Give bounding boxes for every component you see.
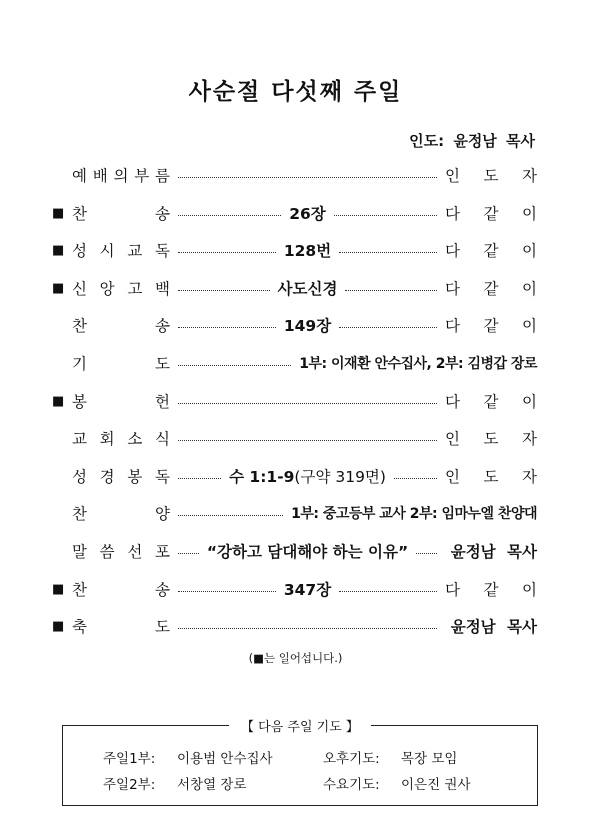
worship-item-label [72, 390, 170, 412]
label-char: 찬 [72, 317, 87, 335]
worship-responsible [445, 427, 537, 449]
worship-leader: 인도: 윤정남 목사 [409, 132, 535, 150]
stand-marker: ■ [52, 242, 65, 258]
label-char: 헌 [155, 393, 170, 411]
responsible-char: 인 [445, 468, 460, 486]
responsible-char: 다 [445, 205, 460, 223]
label-char: 식 [155, 430, 170, 448]
worship-responsible [445, 202, 537, 224]
responsible-char: 같 [483, 317, 499, 335]
label-char: 고 [127, 280, 143, 298]
dot-leader [178, 365, 291, 366]
dot-leader [339, 591, 437, 592]
label-char: 양 [155, 505, 170, 523]
dot-leader [178, 440, 437, 441]
stand-marker: ■ [52, 205, 65, 221]
next-week-prayer-box [62, 720, 538, 806]
label-char: 름 [155, 167, 170, 185]
worship-item-label [72, 277, 170, 299]
responsible-char: 다 [445, 393, 460, 411]
dot-leader [178, 403, 437, 404]
worship-responsible [445, 239, 537, 261]
detail-main: 128번 [283, 242, 332, 260]
responsible-char: 이 [522, 317, 537, 335]
worship-responsible: 윤정남 목사 [450, 618, 537, 636]
dot-leader [394, 478, 437, 479]
responsible-char: 인 [445, 167, 460, 185]
worship-item-label [72, 578, 170, 600]
detail-extra: (구약 319면) [294, 468, 386, 486]
dot-leader [178, 290, 270, 291]
worship-row [52, 312, 537, 338]
worship-responsible [445, 390, 537, 412]
responsible-char: 같 [483, 581, 499, 599]
responsible-char: 같 [483, 280, 499, 298]
responsible-char: 다 [445, 242, 460, 260]
dot-leader [178, 177, 437, 178]
dot-leader [178, 215, 281, 216]
dot-leader [178, 327, 276, 328]
worship-row [52, 237, 537, 263]
label-char: 배 [92, 167, 108, 185]
worship-responsible [445, 314, 537, 336]
responsible-char: 이 [522, 581, 537, 599]
label-char: 성 [72, 468, 87, 486]
dot-leader [339, 252, 437, 253]
label-char: 백 [155, 280, 170, 298]
dot-leader [345, 290, 437, 291]
worship-responsible: 1부: 중고등부 교사 2부: 임마누엘 찬양대 [291, 506, 537, 522]
page-title: 사순절 다섯째 주일 [188, 79, 403, 105]
label-char: 축 [72, 618, 87, 636]
worship-responsible [445, 164, 537, 186]
worship-item-label [72, 427, 170, 449]
responsible-char: 같 [483, 242, 499, 260]
worship-item-label [72, 164, 170, 186]
worship-item-detail [289, 202, 326, 224]
label-char: 씀 [99, 543, 115, 561]
worship-item-label [72, 540, 170, 562]
label-char: 도 [155, 355, 170, 373]
prayer-box-title: 【 다음 주일 기도 】 [229, 720, 371, 735]
prayer-entry-value: 서창열 장로 [177, 777, 247, 793]
stand-marker: ■ [52, 393, 65, 409]
label-char: 시 [99, 242, 115, 260]
detail-main: “강하고 담대해야 하는 이유” [206, 543, 409, 561]
stand-marker: ■ [52, 581, 65, 597]
label-char: 송 [155, 317, 170, 335]
label-char: 찬 [72, 505, 87, 523]
worship-item-detail [284, 239, 331, 261]
label-char: 기 [72, 355, 87, 373]
dot-leader [178, 252, 276, 253]
dot-leader [178, 478, 221, 479]
worship-item-label [72, 239, 170, 261]
detail-main: 사도신경 [277, 280, 338, 298]
prayer-entry-value: 이용범 안수집사 [177, 751, 273, 767]
worship-item-label [72, 314, 170, 336]
label-char: 독 [155, 242, 170, 260]
label-char: 예 [72, 167, 87, 185]
worship-row [52, 388, 537, 414]
prayer-entry-value: 이은진 권사 [401, 777, 471, 793]
detail-main: 149장 [283, 317, 332, 335]
label-char: 회 [99, 430, 115, 448]
worship-row [52, 500, 537, 526]
responsible-char: 도 [483, 167, 499, 185]
worship-item-label [72, 352, 170, 374]
worship-responsible [445, 578, 537, 600]
label-char: 봉 [72, 393, 87, 411]
prayer-box-entries [103, 746, 471, 798]
dot-leader [416, 553, 437, 554]
label-char: 송 [155, 205, 170, 223]
dot-leader [339, 327, 437, 328]
label-char: 독 [155, 468, 170, 486]
responsible-char: 이 [522, 242, 537, 260]
worship-row [52, 350, 537, 376]
detail-main: 26장 [289, 205, 326, 223]
worship-row [52, 613, 537, 639]
responsible-char: 이 [522, 205, 537, 223]
responsible-char: 도 [483, 468, 499, 486]
dot-leader [178, 591, 276, 592]
label-char: 교 [127, 242, 143, 260]
worship-item-label [72, 465, 170, 487]
label-char: 말 [72, 543, 87, 561]
prayer-entry-label: 수요기도: [323, 777, 380, 793]
prayer-entry-label: 오후기도: [323, 751, 380, 767]
prayer-entry-label: 주일1부: [103, 751, 156, 767]
label-char: 신 [72, 280, 87, 298]
stand-marker: ■ [52, 618, 65, 634]
worship-item-detail [229, 465, 386, 487]
label-char: 의 [113, 167, 129, 185]
responsible-char: 다 [445, 317, 460, 335]
worship-item-label [72, 615, 170, 637]
label-char: 봉 [127, 468, 143, 486]
responsible-char: 이 [522, 280, 537, 298]
worship-item-detail [284, 578, 331, 600]
label-char: 송 [155, 581, 170, 599]
worship-item-detail [207, 540, 408, 562]
label-char: 교 [72, 430, 87, 448]
responsible-char: 이 [522, 393, 537, 411]
label-char: 찬 [72, 581, 87, 599]
worship-item-detail [284, 314, 331, 336]
responsible-char: 같 [483, 393, 499, 411]
label-char: 도 [155, 618, 170, 636]
worship-responsible [445, 465, 537, 487]
label-char: 소 [127, 430, 143, 448]
label-char: 경 [99, 468, 115, 486]
responsible-char: 자 [522, 430, 537, 448]
prayer-entry-label: 주일2부: [103, 777, 156, 793]
responsible-char: 다 [445, 280, 460, 298]
detail-main: 수 1:1-9 [229, 468, 295, 486]
worship-row [52, 425, 537, 451]
worship-row [52, 538, 537, 564]
worship-row [52, 576, 537, 602]
dot-leader [334, 215, 437, 216]
label-char: 포 [155, 543, 170, 561]
worship-responsible: 윤정남 목사 [450, 543, 537, 561]
standing-note: (■는 일어섭니다.) [248, 651, 343, 665]
dot-leader [178, 553, 199, 554]
responsible-char: 자 [522, 468, 537, 486]
label-char: 앙 [99, 280, 115, 298]
responsible-char: 인 [445, 430, 460, 448]
responsible-char: 자 [522, 167, 537, 185]
dot-leader [178, 628, 437, 629]
worship-responsible: 1부: 이재환 안수집사, 2부: 김병갑 장로 [299, 356, 537, 372]
worship-row [52, 463, 537, 489]
worship-row [52, 275, 537, 301]
prayer-entry-value: 목장 모임 [401, 751, 458, 767]
worship-item-label [72, 202, 170, 224]
label-char: 성 [72, 242, 87, 260]
worship-responsible [445, 277, 537, 299]
detail-main: 347장 [283, 581, 332, 599]
label-char: 찬 [72, 205, 87, 223]
worship-item-label [72, 502, 170, 524]
responsible-char: 도 [483, 430, 499, 448]
dot-leader [178, 515, 283, 516]
responsible-char: 다 [445, 581, 460, 599]
label-char: 부 [134, 167, 150, 185]
worship-row [52, 200, 537, 226]
worship-row [52, 162, 537, 188]
label-char: 선 [127, 543, 143, 561]
worship-item-detail [278, 277, 338, 299]
responsible-char: 같 [483, 205, 499, 223]
stand-marker: ■ [52, 280, 65, 296]
